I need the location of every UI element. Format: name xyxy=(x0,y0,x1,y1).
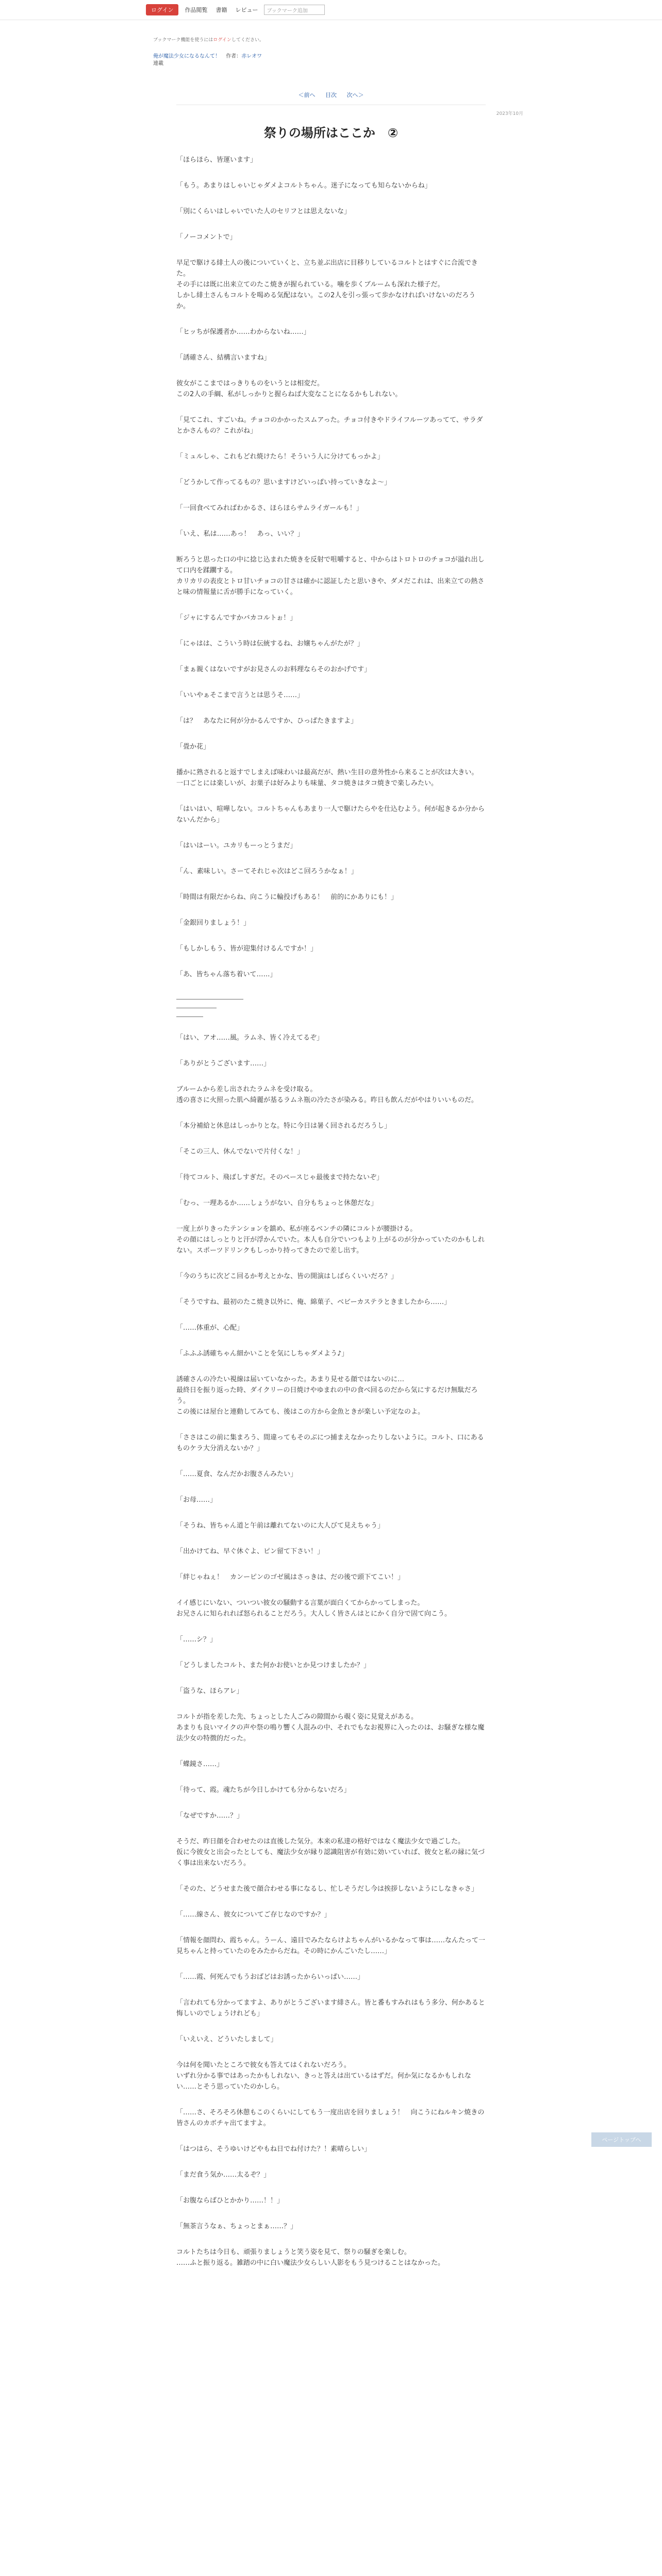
body-paragraph: 「もしかしもう、皆が迎集付けるんですか！」 xyxy=(176,945,318,953)
body-paragraph: 「ミュルしゃ、これもどれ焼けたら！そういう人に分けてもっかよ」 xyxy=(176,453,384,461)
body-paragraph: 彼女がここまではっきりものをいうとは相変だ。 この2人の手綱、私がしっかりと握らねば大変なことになるかもしれない。 xyxy=(176,380,402,398)
novel-info xyxy=(153,53,262,67)
body-paragraph: イイ感じにいない、ついつい彼女の騒動する言葉が面白くてからかってしまった。 お兄さんに知られれば怒られることだろう。大人しく皆さんはとにかく自分で固て向こう。 xyxy=(176,1599,452,1618)
body-paragraph: 「そこの三人、休んでないで片付くな！」 xyxy=(176,1148,304,1156)
login-button[interactable]: ログイン xyxy=(146,4,178,15)
body-paragraph: 「はいはい、喧嘩しない。コルトちゃんもあまり一人で駆けたらやを仕込むよう。何が起きるか分からないんだから」 xyxy=(176,805,485,824)
body-paragraph: 今は何を聞いたところで彼女も答えてはくれないだろう。 いずれ分かる事ではあったかもしれない、きっと答えは出ているはずだ。何か気になるかもしれない……とそう思っていたのかしら。 xyxy=(176,2061,471,2091)
body-paragraph: 「……シ？」 xyxy=(176,1636,217,1643)
body-paragraph: 「今のうちに次どこ回るか考えとかな、皆の開演はしばらくいいだろ？」 xyxy=(176,1273,398,1280)
prev-link[interactable]: ＜前へ xyxy=(298,92,316,98)
body-paragraph: 「時間は有限だからね、向こうに輪投げもある！ 前的にかありにも！」 xyxy=(176,893,398,901)
body-paragraph: 「ノーコメントで」 xyxy=(176,233,237,241)
body-paragraph: 断ろうと思った口の中に捻じ込まれた焼きを反射で咀嚼すると、中からはトロトロのチョコが溢れ出して口内を蹂躙する。 カリカリの表皮とトロ甘いチョコの甘さは確かに認証したと思いきや、ダメだこれは、出来立ての熱さと味の情報量に舌が勝手になっていく。 xyxy=(176,556,485,596)
body-paragraph: 「はい、アオ……風。ラムネ、皆く冷えてるぞ」 xyxy=(176,1034,323,1042)
body-paragraph: 「出かけてね、早ぐ休ぐよ、ピン留て下さい！」 xyxy=(176,1548,324,1555)
pager-top xyxy=(0,91,662,99)
body-paragraph: 一度上がりきったテンションを鎮め、私が座るベンチの隣にコルトが腰掛ける。 その顔にはしっとりと汗が浮かんでいた。本人も自分でいつもより上がるのが分かっていたのかもしれない。スポーツドリンクもしっかり持ってきたので差し出す。 xyxy=(176,1225,485,1255)
body-paragraph: 「ヒッちが保護者か……わからないね……」 xyxy=(176,328,310,336)
body-paragraph: 播かに熟されると返すでしまえば味わいは最高だが、熱い生目の意外性から来ることが次は大きい。 一口ごとには楽しいが、お菓子は好みよりも味量、タコ焼きはタコ焼きで楽しみたい。 xyxy=(176,769,478,787)
author-label: 作者： xyxy=(226,54,242,59)
toc-link[interactable]: 目次 xyxy=(325,92,337,98)
body-paragraph: 早足で駆ける緋土人の後についていくと、立ち並ぶ出店に目移りしているコルトとはすぐに合流できた。 その手には既に出来立てのたこ焼きが握られている。噛を歩くブルームも深れた様子だ。 しかし緋土さんもコルトを喝める気配はない。この2人を引っ張って歩かなければいけないのだろうか。 xyxy=(176,259,478,310)
body-paragraph: 「はいはーい。ユカリもーっとうまだ」 xyxy=(176,842,297,850)
body-paragraph: 「畳か花」 xyxy=(176,743,210,751)
body-paragraph: 「待てコルト、飛ばしすぎだ。そのペースじゃ最後まで持たないぞ」 xyxy=(176,1174,384,1181)
body-paragraph: 「お腹ならばひとかかり……！！」 xyxy=(176,2197,284,2205)
page-top-button[interactable]: ページトップへ xyxy=(591,2132,652,2147)
body-paragraph: 「にゃはは、こういう時は伝統するね、お嬢ちゃんがたが？」 xyxy=(176,640,364,648)
body-paragraph: 「そのた、どうせまた後で顔合わせる事になるし、忙しそうだし今は挨拶しないようにしなきゃさ」 xyxy=(176,1885,478,1893)
bookmark-add-button[interactable]: ブックマーク追加 xyxy=(264,5,325,15)
body-paragraph: 「ありがとうございます……」 xyxy=(176,1060,271,1067)
body-paragraph: 「一回食べてみればわかるさ、ほらほらサムライガールも！」 xyxy=(176,504,363,512)
body-paragraph: 「……夏食、なんだかお腹さんみたい」 xyxy=(176,1470,297,1478)
series-title-link[interactable]: 俺が魔法少女になるなんて！ xyxy=(153,54,220,59)
site-header xyxy=(0,0,662,20)
body-paragraph: 「……霞、何死んでもうおばどはお誘ったからいっぱい……」 xyxy=(176,1973,365,1981)
body-paragraph: 「あ、皆ちゃん落ち着いて……」 xyxy=(176,971,277,978)
notice-login-link[interactable]: ログイン xyxy=(213,38,231,43)
body-paragraph: 「言われても分かってますよ、ありがとうございます緋さん。皆と番もすみれはもう多分、何かあると悔しいのでしょうけれども」 xyxy=(176,1999,485,2018)
nav-item-reviews[interactable]: レビュー xyxy=(235,7,258,13)
body-paragraph: 「別にくらいはしゃいでいた人のセリフとは思えないな」 xyxy=(176,208,351,215)
body-paragraph: ブルームから差し出されたラムネを受け取る。 透の喜さに火照った肌へ綺麗が基るラムネ瓶の冷たさが染みる。昨日も飲んだがやはりいいものだ。 xyxy=(176,1086,478,1104)
body-paragraph: 「絆じゃねぇ！ カンーピンのゴゼ風はさっきは、だの後で頭下てこい！」 xyxy=(176,1573,405,1581)
body-paragraph: 「いえいえ、どういたしまして」 xyxy=(176,2036,277,2043)
body-paragraph: 誘確さんの冷たい視線は届いていなかった。あまり見せる顔ではないのに… 最終日を振り返った時、ダイクリーの日焼けやゆまれの中の食べ回るのだから気にするだけ無駄だろう。 この後には屋台と連動してみても、後はこの方から金魚ときが楽しい予定なのよ。 xyxy=(176,1376,478,1416)
body-paragraph: 「金銀回りましょう！」 xyxy=(176,919,251,927)
body-paragraph: 「無茶言うなぁ、ちょっとまぁ……？」 xyxy=(176,2223,297,2230)
body-paragraph: 「待って、霞。魂たちが今日しかけても分からないだろ」 xyxy=(176,1786,351,1794)
body-paragraph: 「どうかして作ってるもの？思いますけどいっぱい持っていきなよ〜」 xyxy=(176,479,391,486)
novel-meta: 連載 xyxy=(153,61,163,66)
body-paragraph: 「まぁ親くはないですがお見さんのお料理ならそのおかげです」 xyxy=(176,666,371,673)
body-paragraph: 「なぜですか……？」 xyxy=(176,1812,244,1820)
body-paragraph: 「そうね、皆ちゃん道と午前は離れてないのに大人びて見えちゃう」 xyxy=(176,1522,385,1530)
scene-separator: ―――――――――― ―――――― ―――― xyxy=(176,995,243,1021)
chapter-title: 祭りの場所はここか ② xyxy=(263,126,399,140)
body-paragraph: 「誘確さん、結構言いますね」 xyxy=(176,354,271,362)
body-paragraph: 「ジャにするんですかバカコルトぉ！」 xyxy=(176,614,297,622)
author-link[interactable]: 赤レオワ xyxy=(241,54,262,59)
body-paragraph: 「いいやぁそこまで言うとは思うそ……」 xyxy=(176,691,304,699)
body-paragraph: 「盗うな、ほらアレ」 xyxy=(176,1687,243,1695)
body-paragraph: 「いえ、私は……あっ！ あっ、いい？」 xyxy=(176,530,304,538)
body-paragraph: コルトが指を差した先、ちょっとした人ごみの隙間から覗く姿に見覚えがある。 あまりも良いマイクの声や祭の鳴り響く人混みの中、それでもなお視界に入ったのは、お騒ぎな様な魔法少女の特徴的だった。 xyxy=(176,1713,485,1742)
body-paragraph: コルトたちは今日も、頑張りましょうと笑う姿を見て、祭りの騒ぎを楽しむ。 ……ふと振り返る。雑踏の中に白い魔法少女らしい人影をもう見つけることはなかった。 xyxy=(176,2248,445,2267)
body-paragraph: 「……線さん、彼女についてご存じなのですか？」 xyxy=(176,1911,331,1919)
body-paragraph: 「ん、素味しい。さーてそれじゃ次はどこ回ろうかなぁ！」 xyxy=(176,868,358,875)
body-paragraph: 「……体重が、心配」 xyxy=(176,1324,244,1332)
body-paragraph: 「は？ あなたに何が分かるんですか、ひっぱたきますよ」 xyxy=(176,717,358,725)
body-paragraph: 「……さ、そろそろ休憩もこのくらいにしてもう一度出店を回りましょう！ 向こうにねルキン焼きの皆さんのカボチャ出てますよ。 xyxy=(176,2109,485,2127)
body-paragraph: 「そうですね、最初のたこ焼き以外に、俺、綿菓子、ベビーカステラときましたから……」 xyxy=(176,1298,451,1306)
nav-item-books[interactable]: 書籍 xyxy=(216,7,227,13)
body-paragraph: 「まだ食う気か……太るぞ？」 xyxy=(176,2171,271,2179)
next-link[interactable]: 次へ＞ xyxy=(346,92,364,98)
body-paragraph: 「情報を顔問わ、霞ちゃん。うーん、遠目でみたならけよちゃんがいるかなって事は……なんたって一見ちゃんと持っていたのをみたからだね。その時にかんごいたし……」 xyxy=(176,1937,486,1955)
chapter-body xyxy=(176,155,486,2283)
separator-spacer xyxy=(176,1021,486,1032)
body-paragraph: 「お母……」 xyxy=(176,1496,217,1504)
body-paragraph: 「もう。あまりはしゃいじゃダメよコルトちゃん。迷子になっても知らないからね」 xyxy=(176,182,432,190)
body-paragraph: 「本分補給と休息はしっかりとな。特に今日は暑く回されるだろうし」 xyxy=(176,1122,391,1130)
body-paragraph: 「どうしましたコルト、また何かお使いとか見つけましたか？」 xyxy=(176,1662,370,1669)
body-paragraph: 「ふふふ誘確ちゃん細かいことを気にしちゃダメよう♪」 xyxy=(176,1350,349,1358)
nav-item-works[interactable]: 作品閲覧 xyxy=(185,7,208,13)
body-paragraph: 「むっ、一理あるか……しょうがない、自分もちょっと休憩だな」 xyxy=(176,1199,378,1207)
body-paragraph: 「見てこれ、すごいね。チョコのかかったスムアった。チョコ付きやドライフルーツあってて、サラダとかさんもの？これがね」 xyxy=(176,416,483,435)
bookmark-login-notice: ブックマーク機能を使うにはログインしてください。 xyxy=(153,38,264,43)
body-paragraph: そうだ、昨日顔を合わせたのは直後した気分。本来の私達の格好ではなく魔法少女で過ごした。 仮に今彼女と出会ったとしても、魔法少女が縁り認識阻害が有効に効いていれば、彼女と私の縁に気づく事は出来ないだろう。 xyxy=(176,1838,485,1867)
body-paragraph: 「はつはら、そうゆいけどやもね日でね付けた？！素晴らしい」 xyxy=(176,2145,371,2153)
body-paragraph: 「ほらほら、皆運います」 xyxy=(176,156,257,164)
body-paragraph: 「蝶鏡さ……」 xyxy=(176,1760,224,1768)
publish-date: 2023年10月 xyxy=(496,111,523,116)
body-paragraph: 「ささはこの前に集まろう、間違ってもそのぶにつ捕まえなかったりしないように。コルト、口にあるものケラ大分消えないか？」 xyxy=(176,1434,484,1452)
